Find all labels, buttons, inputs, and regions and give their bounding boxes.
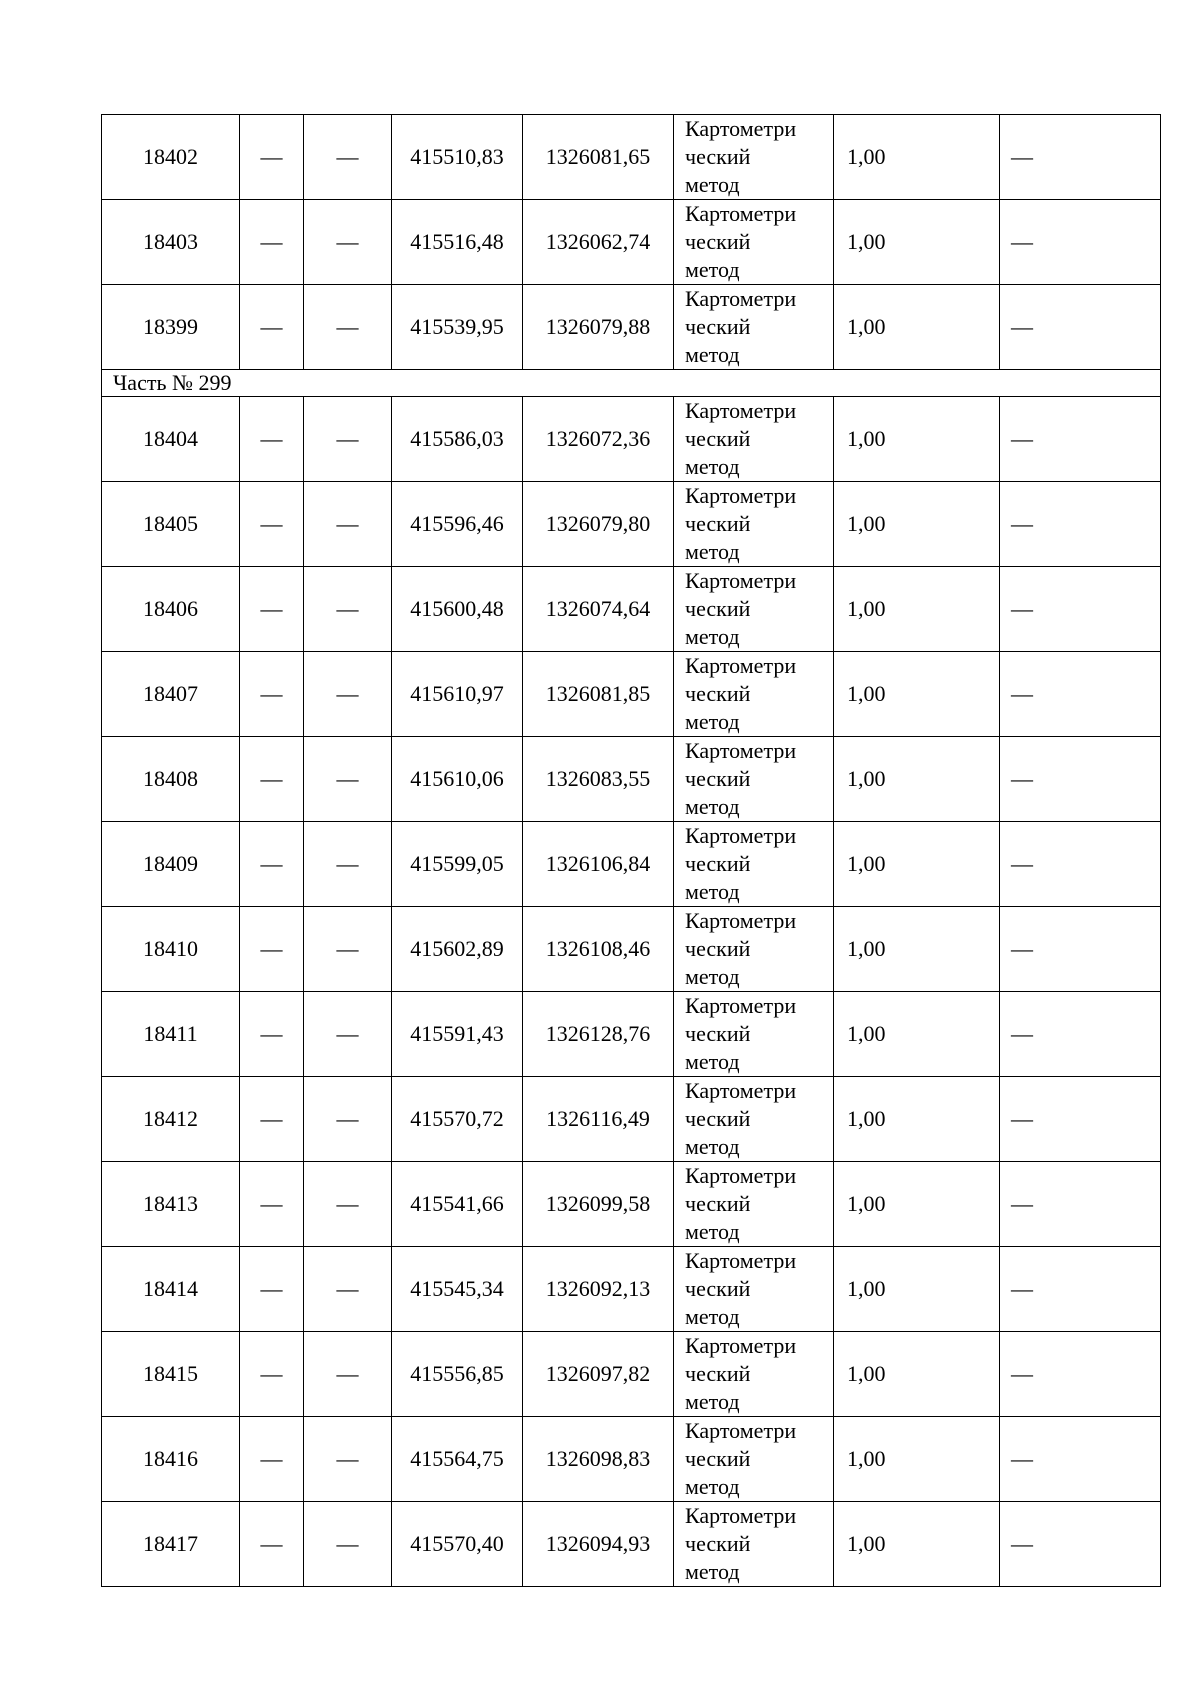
method-text-line: ческий bbox=[685, 1191, 751, 1216]
table-row bbox=[102, 1077, 1161, 1162]
x-coordinate-cell: 415591,43 bbox=[392, 992, 523, 1077]
method-text-line: Картометри bbox=[685, 738, 797, 763]
method-text-line: Картометри bbox=[685, 201, 797, 226]
method-text-line: ческий bbox=[685, 681, 751, 706]
empty-value-cell: — bbox=[240, 1247, 304, 1332]
table-row bbox=[102, 992, 1161, 1077]
table-row bbox=[102, 737, 1161, 822]
empty-value-cell: — bbox=[240, 1162, 304, 1247]
empty-value-cell: — bbox=[304, 1162, 392, 1247]
x-coordinate-cell: 415564,75 bbox=[392, 1417, 523, 1502]
method-text-line: ческий bbox=[685, 1531, 751, 1556]
y-coordinate-cell: 1326074,64 bbox=[523, 567, 674, 652]
accuracy-cell: 1,00 bbox=[834, 1417, 1000, 1502]
method-text-line: ческий bbox=[685, 936, 751, 961]
table-row bbox=[102, 907, 1161, 992]
table-body bbox=[102, 115, 1161, 1587]
method-text-line: метод bbox=[685, 1389, 740, 1414]
x-coordinate-cell: 415610,97 bbox=[392, 652, 523, 737]
table-row bbox=[102, 200, 1161, 285]
point-number-cell: 18417 bbox=[102, 1502, 240, 1587]
empty-value-cell: — bbox=[304, 1502, 392, 1587]
empty-value-cell: — bbox=[304, 285, 392, 370]
method-text-line: ческий bbox=[685, 229, 751, 254]
point-number-cell: 18416 bbox=[102, 1417, 240, 1502]
empty-value-cell: — bbox=[240, 482, 304, 567]
method-cell bbox=[674, 1502, 834, 1587]
table-row bbox=[102, 1502, 1161, 1587]
method-text-line: Картометри bbox=[685, 1078, 797, 1103]
method-text-line: метод bbox=[685, 454, 740, 479]
method-text-line: ческий bbox=[685, 1276, 751, 1301]
empty-value-cell: — bbox=[1000, 397, 1161, 482]
method-text-line: метод bbox=[685, 794, 740, 819]
accuracy-cell: 1,00 bbox=[834, 992, 1000, 1077]
method-text-line: метод bbox=[685, 1134, 740, 1159]
empty-value-cell: — bbox=[1000, 1162, 1161, 1247]
y-coordinate-cell: 1326079,80 bbox=[523, 482, 674, 567]
method-text-line: ческий bbox=[685, 511, 751, 536]
empty-value-cell: — bbox=[240, 567, 304, 652]
table-row bbox=[102, 285, 1161, 370]
y-coordinate-cell: 1326072,36 bbox=[523, 397, 674, 482]
method-text-line: метод bbox=[685, 1049, 740, 1074]
y-coordinate-cell: 1326083,55 bbox=[523, 737, 674, 822]
method-text-line: ческий bbox=[685, 1446, 751, 1471]
method-text-line: Картометри bbox=[685, 1503, 797, 1528]
method-cell bbox=[674, 285, 834, 370]
method-cell bbox=[674, 652, 834, 737]
accuracy-cell: 1,00 bbox=[834, 482, 1000, 567]
empty-value-cell: — bbox=[240, 737, 304, 822]
method-text-line: Картометри bbox=[685, 483, 797, 508]
method-text-line: ческий bbox=[685, 766, 751, 791]
table-row bbox=[102, 1247, 1161, 1332]
y-coordinate-cell: 1326106,84 bbox=[523, 822, 674, 907]
coordinates-table bbox=[101, 114, 1161, 1587]
empty-value-cell: — bbox=[1000, 482, 1161, 567]
empty-value-cell: — bbox=[304, 1332, 392, 1417]
method-text-line: метод bbox=[685, 879, 740, 904]
x-coordinate-cell: 415599,05 bbox=[392, 822, 523, 907]
method-text-line: Картометри bbox=[685, 823, 797, 848]
method-text-line: Картометри bbox=[685, 286, 797, 311]
empty-value-cell: — bbox=[1000, 1077, 1161, 1162]
x-coordinate-cell: 415610,06 bbox=[392, 737, 523, 822]
accuracy-cell: 1,00 bbox=[834, 907, 1000, 992]
accuracy-cell: 1,00 bbox=[834, 397, 1000, 482]
empty-value-cell: — bbox=[1000, 1502, 1161, 1587]
point-number-cell: 18415 bbox=[102, 1332, 240, 1417]
point-number-cell: 18399 bbox=[102, 285, 240, 370]
empty-value-cell: — bbox=[1000, 992, 1161, 1077]
point-number-cell: 18412 bbox=[102, 1077, 240, 1162]
method-text-line: Картометри bbox=[685, 1418, 797, 1443]
empty-value-cell: — bbox=[1000, 737, 1161, 822]
y-coordinate-cell: 1326098,83 bbox=[523, 1417, 674, 1502]
empty-value-cell: — bbox=[1000, 200, 1161, 285]
x-coordinate-cell: 415600,48 bbox=[392, 567, 523, 652]
table-row bbox=[102, 1332, 1161, 1417]
method-cell bbox=[674, 115, 834, 200]
table-row bbox=[102, 822, 1161, 907]
method-text-line: метод bbox=[685, 1304, 740, 1329]
y-coordinate-cell: 1326097,82 bbox=[523, 1332, 674, 1417]
empty-value-cell: — bbox=[304, 115, 392, 200]
point-number-cell: 18406 bbox=[102, 567, 240, 652]
empty-value-cell: — bbox=[240, 992, 304, 1077]
method-text-line: Картометри bbox=[685, 653, 797, 678]
point-number-cell: 18405 bbox=[102, 482, 240, 567]
point-number-cell: 18403 bbox=[102, 200, 240, 285]
empty-value-cell: — bbox=[240, 652, 304, 737]
empty-value-cell: — bbox=[304, 907, 392, 992]
method-cell bbox=[674, 1162, 834, 1247]
method-text-line: Картометри bbox=[685, 993, 797, 1018]
empty-value-cell: — bbox=[304, 567, 392, 652]
empty-value-cell: — bbox=[1000, 115, 1161, 200]
method-text-line: Картометри bbox=[685, 908, 797, 933]
method-text-line: метод bbox=[685, 1559, 740, 1584]
point-number-cell: 18414 bbox=[102, 1247, 240, 1332]
empty-value-cell: — bbox=[1000, 907, 1161, 992]
point-number-cell: 18409 bbox=[102, 822, 240, 907]
method-cell bbox=[674, 737, 834, 822]
method-text-line: ческий bbox=[685, 1361, 751, 1386]
x-coordinate-cell: 415570,40 bbox=[392, 1502, 523, 1587]
y-coordinate-cell: 1326081,65 bbox=[523, 115, 674, 200]
accuracy-cell: 1,00 bbox=[834, 737, 1000, 822]
y-coordinate-cell: 1326062,74 bbox=[523, 200, 674, 285]
method-cell bbox=[674, 200, 834, 285]
method-text-line: метод bbox=[685, 964, 740, 989]
method-text-line: Картометри bbox=[685, 398, 797, 423]
method-text-line: ческий bbox=[685, 596, 751, 621]
accuracy-cell: 1,00 bbox=[834, 1077, 1000, 1162]
method-text-line: Картометри bbox=[685, 568, 797, 593]
x-coordinate-cell: 415539,95 bbox=[392, 285, 523, 370]
table-row bbox=[102, 482, 1161, 567]
method-cell bbox=[674, 907, 834, 992]
accuracy-cell: 1,00 bbox=[834, 200, 1000, 285]
method-cell bbox=[674, 1417, 834, 1502]
empty-value-cell: — bbox=[304, 200, 392, 285]
accuracy-cell: 1,00 bbox=[834, 285, 1000, 370]
accuracy-cell: 1,00 bbox=[834, 1332, 1000, 1417]
empty-value-cell: — bbox=[1000, 652, 1161, 737]
method-text-line: ческий bbox=[685, 426, 751, 451]
point-number-cell: 18408 bbox=[102, 737, 240, 822]
method-text-line: метод bbox=[685, 257, 740, 282]
point-number-cell: 18407 bbox=[102, 652, 240, 737]
method-cell bbox=[674, 1247, 834, 1332]
table-row bbox=[102, 1162, 1161, 1247]
method-text-line: метод bbox=[685, 709, 740, 734]
empty-value-cell: — bbox=[240, 1077, 304, 1162]
method-text-line: ческий bbox=[685, 1021, 751, 1046]
table-row bbox=[102, 397, 1161, 482]
table-row bbox=[102, 567, 1161, 652]
y-coordinate-cell: 1326079,88 bbox=[523, 285, 674, 370]
empty-value-cell: — bbox=[1000, 567, 1161, 652]
x-coordinate-cell: 415570,72 bbox=[392, 1077, 523, 1162]
method-text-line: метод bbox=[685, 1219, 740, 1244]
accuracy-cell: 1,00 bbox=[834, 1162, 1000, 1247]
empty-value-cell: — bbox=[240, 115, 304, 200]
empty-value-cell: — bbox=[240, 200, 304, 285]
point-number-cell: 18404 bbox=[102, 397, 240, 482]
empty-value-cell: — bbox=[240, 397, 304, 482]
empty-value-cell: — bbox=[240, 1502, 304, 1587]
y-coordinate-cell: 1326094,93 bbox=[523, 1502, 674, 1587]
y-coordinate-cell: 1326116,49 bbox=[523, 1077, 674, 1162]
method-text-line: Картометри bbox=[685, 1163, 797, 1188]
empty-value-cell: — bbox=[1000, 1247, 1161, 1332]
method-text-line: Картометри bbox=[685, 116, 797, 141]
point-number-cell: 18410 bbox=[102, 907, 240, 992]
empty-value-cell: — bbox=[304, 992, 392, 1077]
x-coordinate-cell: 415510,83 bbox=[392, 115, 523, 200]
accuracy-cell: 1,00 bbox=[834, 567, 1000, 652]
accuracy-cell: 1,00 bbox=[834, 1502, 1000, 1587]
method-cell bbox=[674, 397, 834, 482]
y-coordinate-cell: 1326092,13 bbox=[523, 1247, 674, 1332]
method-text-line: метод bbox=[685, 539, 740, 564]
x-coordinate-cell: 415586,03 bbox=[392, 397, 523, 482]
x-coordinate-cell: 415541,66 bbox=[392, 1162, 523, 1247]
method-text-line: Картометри bbox=[685, 1248, 797, 1273]
empty-value-cell: — bbox=[304, 1077, 392, 1162]
empty-value-cell: — bbox=[240, 285, 304, 370]
point-number-cell: 18413 bbox=[102, 1162, 240, 1247]
empty-value-cell: — bbox=[240, 1417, 304, 1502]
accuracy-cell: 1,00 bbox=[834, 652, 1000, 737]
point-number-cell: 18411 bbox=[102, 992, 240, 1077]
method-text-line: Картометри bbox=[685, 1333, 797, 1358]
empty-value-cell: — bbox=[1000, 1417, 1161, 1502]
empty-value-cell: — bbox=[1000, 285, 1161, 370]
method-text-line: ческий bbox=[685, 314, 751, 339]
method-cell bbox=[674, 1077, 834, 1162]
x-coordinate-cell: 415596,46 bbox=[392, 482, 523, 567]
method-cell bbox=[674, 822, 834, 907]
y-coordinate-cell: 1326099,58 bbox=[523, 1162, 674, 1247]
method-cell bbox=[674, 1332, 834, 1417]
empty-value-cell: — bbox=[240, 907, 304, 992]
method-text-line: ческий bbox=[685, 851, 751, 876]
table-row bbox=[102, 652, 1161, 737]
method-cell bbox=[674, 567, 834, 652]
empty-value-cell: — bbox=[304, 822, 392, 907]
accuracy-cell: 1,00 bbox=[834, 1247, 1000, 1332]
empty-value-cell: — bbox=[240, 822, 304, 907]
empty-value-cell: — bbox=[1000, 822, 1161, 907]
method-text-line: ческий bbox=[685, 144, 751, 169]
empty-value-cell: — bbox=[304, 737, 392, 822]
point-number-cell: 18402 bbox=[102, 115, 240, 200]
y-coordinate-cell: 1326108,46 bbox=[523, 907, 674, 992]
part-header-row bbox=[102, 370, 1161, 397]
x-coordinate-cell: 415545,34 bbox=[392, 1247, 523, 1332]
part-label: Часть № 299 bbox=[102, 370, 1161, 397]
empty-value-cell: — bbox=[304, 397, 392, 482]
accuracy-cell: 1,00 bbox=[834, 822, 1000, 907]
empty-value-cell: — bbox=[304, 1247, 392, 1332]
method-cell bbox=[674, 482, 834, 567]
empty-value-cell: — bbox=[304, 1417, 392, 1502]
method-text-line: метод bbox=[685, 172, 740, 197]
method-text-line: метод bbox=[685, 624, 740, 649]
method-cell bbox=[674, 992, 834, 1077]
method-text-line: ческий bbox=[685, 1106, 751, 1131]
x-coordinate-cell: 415516,48 bbox=[392, 200, 523, 285]
y-coordinate-cell: 1326081,85 bbox=[523, 652, 674, 737]
method-text-line: метод bbox=[685, 1474, 740, 1499]
x-coordinate-cell: 415556,85 bbox=[392, 1332, 523, 1417]
y-coordinate-cell: 1326128,76 bbox=[523, 992, 674, 1077]
table-row bbox=[102, 1417, 1161, 1502]
empty-value-cell: — bbox=[304, 652, 392, 737]
table-row bbox=[102, 115, 1161, 200]
empty-value-cell: — bbox=[304, 482, 392, 567]
method-text-line: метод bbox=[685, 342, 740, 367]
empty-value-cell: — bbox=[1000, 1332, 1161, 1417]
x-coordinate-cell: 415602,89 bbox=[392, 907, 523, 992]
accuracy-cell: 1,00 bbox=[834, 115, 1000, 200]
empty-value-cell: — bbox=[240, 1332, 304, 1417]
